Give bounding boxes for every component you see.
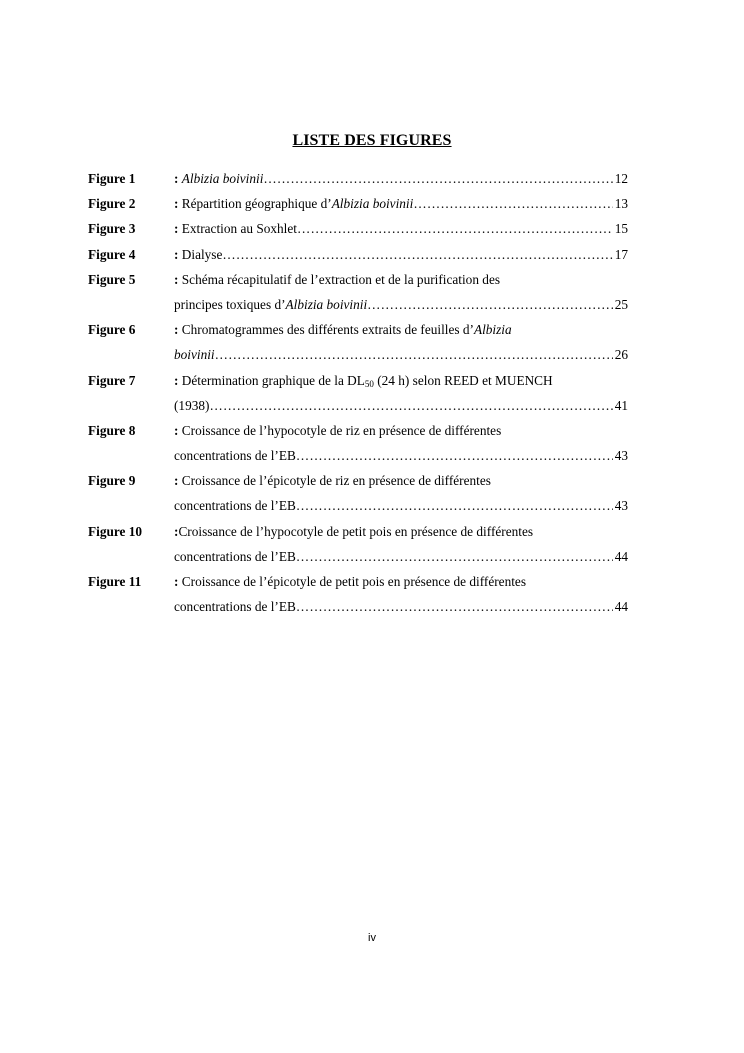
colon: : xyxy=(174,473,179,489)
leader-line xyxy=(174,393,628,418)
figure-entry-9[interactable] xyxy=(0,468,744,518)
colon: : xyxy=(174,422,179,438)
figure-caption-italic: Albizia boivinii xyxy=(285,296,368,312)
dot-leader xyxy=(296,493,613,518)
figure-caption-cont: concentrations de l’EB xyxy=(174,498,296,514)
page-ref: 15 xyxy=(614,221,628,237)
leader-line xyxy=(174,544,628,569)
entry-line xyxy=(0,544,744,569)
figure-caption: Croissance de l’épicotyle de petit pois en présence de différentes xyxy=(181,574,526,589)
page-ref: 12 xyxy=(614,171,628,186)
colon: : xyxy=(174,574,179,589)
colon: : xyxy=(174,523,179,539)
figure-caption-cont: principes toxiques d’ xyxy=(174,296,286,312)
figure-label: Figure 11 xyxy=(88,574,142,589)
dot-leader xyxy=(296,594,613,619)
colon: : xyxy=(174,372,179,388)
leader-line xyxy=(174,443,628,468)
colon: : xyxy=(174,271,179,287)
entry-line xyxy=(0,342,744,367)
colon: : xyxy=(174,246,179,262)
figure-caption-after: (24 h) selon REED et MUENCH xyxy=(373,372,553,388)
entry-line xyxy=(0,166,744,191)
figure-caption: Croissance de l’hypocotyle de riz en présence de différentes xyxy=(181,422,502,438)
figure-label: Figure 10 xyxy=(88,523,143,539)
figure-list xyxy=(0,166,744,619)
figure-entry-4[interactable] xyxy=(0,242,744,267)
figure-entry-5[interactable] xyxy=(0,267,744,317)
entry-line xyxy=(0,317,744,342)
figure-caption: Extraction au Soxhlet xyxy=(181,221,297,237)
page-title: LISTE DES FIGURES xyxy=(292,132,452,149)
figure-caption-cont: concentrations de l’EB xyxy=(174,599,296,615)
leader-line xyxy=(174,292,628,317)
figure-caption-italic: boivinii xyxy=(174,347,215,363)
figure-entry-6[interactable] xyxy=(0,317,744,367)
colon: : xyxy=(174,221,179,237)
figure-label: Figure 4 xyxy=(88,246,136,262)
entry-line xyxy=(0,368,744,393)
figure-label: Figure 3 xyxy=(88,221,136,237)
entry-line xyxy=(0,393,744,418)
entry-line xyxy=(0,493,744,518)
figure-caption: Détermination graphique de la DL xyxy=(181,372,365,388)
figure-caption-italic: Albizia xyxy=(473,322,512,338)
dot-leader xyxy=(222,242,612,267)
figure-label: Figure 7 xyxy=(88,372,136,388)
figure-caption-italic: Albizia boivinii xyxy=(331,196,414,212)
page-ref: 43 xyxy=(614,448,628,464)
figure-label: Figure 1 xyxy=(88,171,136,186)
page-ref: 44 xyxy=(614,548,628,564)
entry-line xyxy=(0,216,744,241)
figure-label: Figure 5 xyxy=(88,271,136,287)
leader-line xyxy=(174,342,628,367)
entry-line xyxy=(0,569,744,594)
figure-label: Figure 9 xyxy=(88,473,136,489)
dot-leader xyxy=(297,216,613,241)
leader-line xyxy=(174,242,628,267)
figure-caption: Dialyse xyxy=(181,246,223,262)
figure-entry-8[interactable] xyxy=(0,418,744,468)
leader-line xyxy=(174,216,628,241)
entry-line xyxy=(0,292,744,317)
dot-leader xyxy=(367,292,613,317)
figure-caption: Schéma récapitulatif de l’extraction et de la purification des xyxy=(181,271,501,287)
colon: : xyxy=(174,322,179,338)
dot-leader xyxy=(413,191,612,216)
figure-caption-cont: (1938) xyxy=(174,397,210,413)
page-ref: 41 xyxy=(614,397,628,413)
entry-line xyxy=(0,191,744,216)
page-ref: 17 xyxy=(614,246,628,262)
figure-entry-2[interactable] xyxy=(0,191,744,216)
leader-line xyxy=(174,493,628,518)
figure-label: Figure 6 xyxy=(88,322,136,338)
colon: : xyxy=(174,171,179,186)
dot-leader xyxy=(296,544,613,569)
entry-line xyxy=(0,443,744,468)
entry-line xyxy=(0,468,744,493)
figure-caption: Répartition géographique d’ xyxy=(181,196,332,212)
figure-caption: Croissance de l’épicotyle de riz en présence de différentes xyxy=(181,473,491,489)
page-ref: 43 xyxy=(614,498,628,514)
figure-caption-italic: Albizia boivinii xyxy=(181,171,264,186)
entry-line xyxy=(0,418,744,443)
figure-caption: Croissance de l’hypocotyle de petit pois en présence de différentes xyxy=(178,523,534,539)
entry-line xyxy=(0,594,744,619)
subscript: 50 xyxy=(364,378,374,389)
figure-entry-3[interactable] xyxy=(0,216,744,241)
dot-leader xyxy=(296,443,613,468)
figure-entry-10[interactable] xyxy=(0,519,744,569)
figure-entry-11[interactable] xyxy=(0,569,744,619)
colon: : xyxy=(174,196,179,212)
dot-leader xyxy=(263,166,612,191)
leader-line xyxy=(174,166,628,191)
page-ref: 13 xyxy=(614,196,628,212)
page-ref: 25 xyxy=(614,296,628,312)
entry-line xyxy=(0,519,744,544)
figure-caption-cont: concentrations de l’EB xyxy=(174,448,296,464)
page-number: iv xyxy=(368,932,376,944)
dot-leader xyxy=(209,393,612,418)
figure-entry-7[interactable] xyxy=(0,368,744,418)
entry-line xyxy=(0,267,744,292)
figure-label: Figure 8 xyxy=(88,422,136,438)
figure-entry-1[interactable] xyxy=(0,166,744,191)
leader-line xyxy=(174,191,628,216)
dot-leader xyxy=(215,342,613,367)
entry-line xyxy=(0,242,744,267)
page-ref: 26 xyxy=(614,347,628,363)
figure-caption-cont: concentrations de l’EB xyxy=(174,548,296,564)
figure-label: Figure 2 xyxy=(88,196,136,212)
page-ref: 44 xyxy=(614,599,628,615)
figure-caption: Chromatogrammes des différents extraits de feuilles d’ xyxy=(181,322,474,338)
leader-line xyxy=(174,594,628,619)
